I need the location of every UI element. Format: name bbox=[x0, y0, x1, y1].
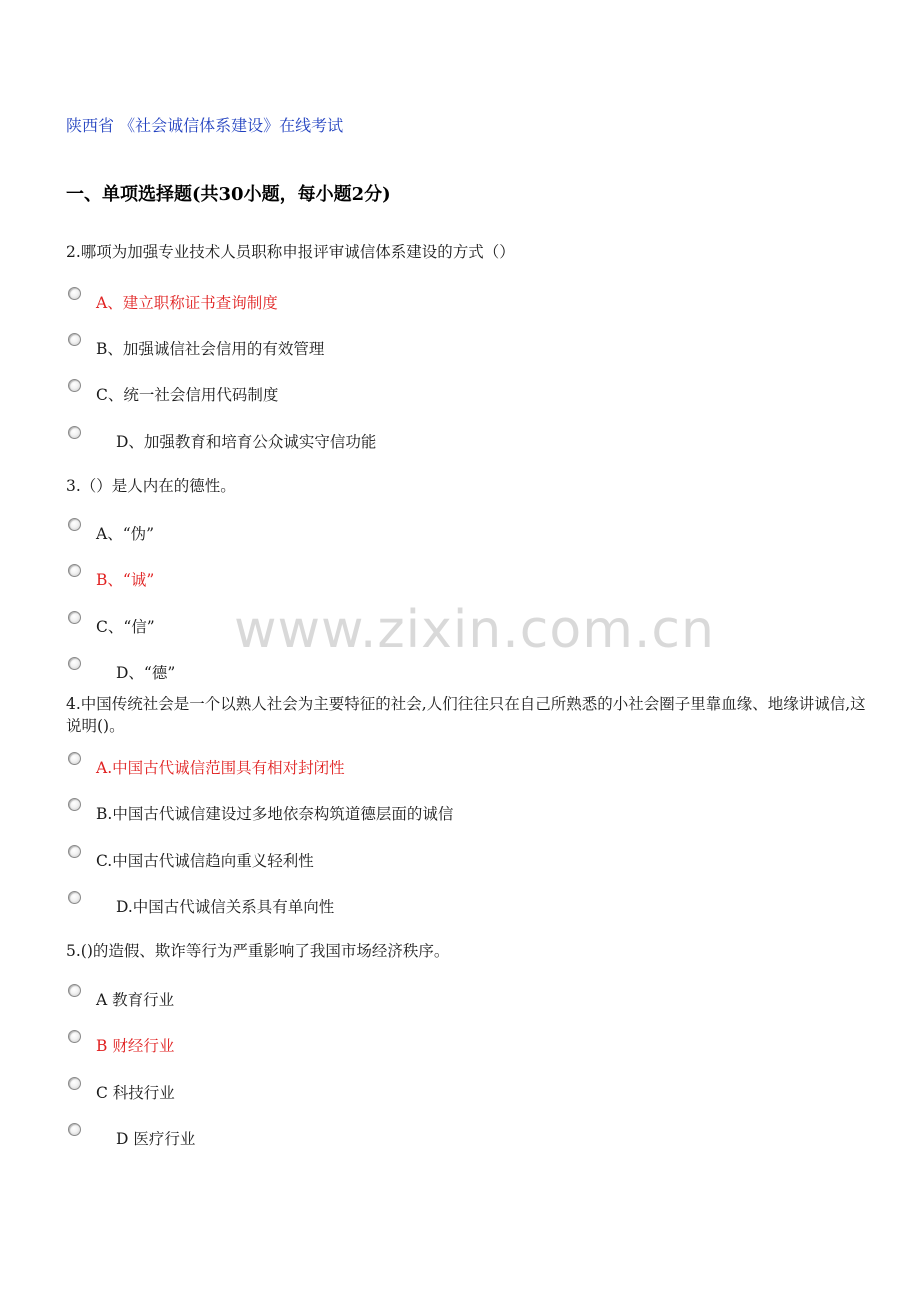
radio-button-icon[interactable] bbox=[68, 1123, 81, 1136]
option-label: D 医疗行业 bbox=[116, 1130, 196, 1148]
option-label: A.中国古代诚信范围具有相对封闭性 bbox=[96, 759, 345, 777]
question-stem: 3.（）是人内在的德性。 bbox=[66, 477, 236, 495]
question-stem: 2.哪项为加强专业技术人员职称申报评审诚信体系建设的方式（） bbox=[66, 243, 515, 261]
option-label: C、统一社会信用代码制度 bbox=[96, 386, 279, 404]
radio-button-icon[interactable] bbox=[68, 426, 81, 439]
option-label: C、“信” bbox=[96, 618, 155, 636]
radio-button-icon[interactable] bbox=[68, 611, 81, 624]
question-stem: 4.中国传统社会是一个以熟人社会为主要特征的社会,人们往往只在自己所熟悉的小社会圈子里靠血缘、地缘讲诚信,这说明()。 bbox=[66, 695, 866, 735]
option-label: C 科技行业 bbox=[96, 1084, 175, 1102]
watermark: www.zixin.com.cn bbox=[234, 600, 715, 660]
option-label: A、建立职称证书查询制度 bbox=[96, 294, 278, 312]
radio-button-icon[interactable] bbox=[68, 379, 81, 392]
option-label: D、“德” bbox=[116, 664, 176, 682]
radio-button-icon[interactable] bbox=[68, 657, 81, 670]
option-label: D.中国古代诚信关系具有单向性 bbox=[116, 898, 335, 916]
option-label: B 财经行业 bbox=[96, 1037, 175, 1055]
radio-button-icon[interactable] bbox=[68, 1077, 81, 1090]
radio-button-icon[interactable] bbox=[68, 564, 81, 577]
question-stem: 5.()的造假、欺诈等行为严重影响了我国市场经济秩序。 bbox=[66, 942, 450, 960]
radio-button-icon[interactable] bbox=[68, 845, 81, 858]
option-label: A 教育行业 bbox=[96, 991, 175, 1009]
radio-button-icon[interactable] bbox=[68, 287, 81, 300]
page-title: 陕西省 《社会诚信体系建设》在线考试 bbox=[66, 116, 344, 135]
radio-button-icon[interactable] bbox=[68, 984, 81, 997]
option-label: D、加强教育和培育公众诚实守信功能 bbox=[116, 433, 377, 451]
option-label: A、“伪” bbox=[96, 525, 155, 543]
radio-button-icon[interactable] bbox=[68, 333, 81, 346]
section-heading: 一、单项选择题(共30小题，每小题2分) bbox=[66, 184, 391, 205]
radio-button-icon[interactable] bbox=[68, 798, 81, 811]
radio-button-icon[interactable] bbox=[68, 1030, 81, 1043]
radio-button-icon[interactable] bbox=[68, 518, 81, 531]
radio-button-icon[interactable] bbox=[68, 891, 81, 904]
option-label: B.中国古代诚信建设过多地依奈构筑道德层面的诚信 bbox=[96, 805, 454, 823]
option-label: C.中国古代诚信趋向重义轻利性 bbox=[96, 852, 314, 870]
option-label: B、“诚” bbox=[96, 571, 155, 589]
radio-button-icon[interactable] bbox=[68, 752, 81, 765]
option-label: B、加强诚信社会信用的有效管理 bbox=[96, 340, 325, 358]
